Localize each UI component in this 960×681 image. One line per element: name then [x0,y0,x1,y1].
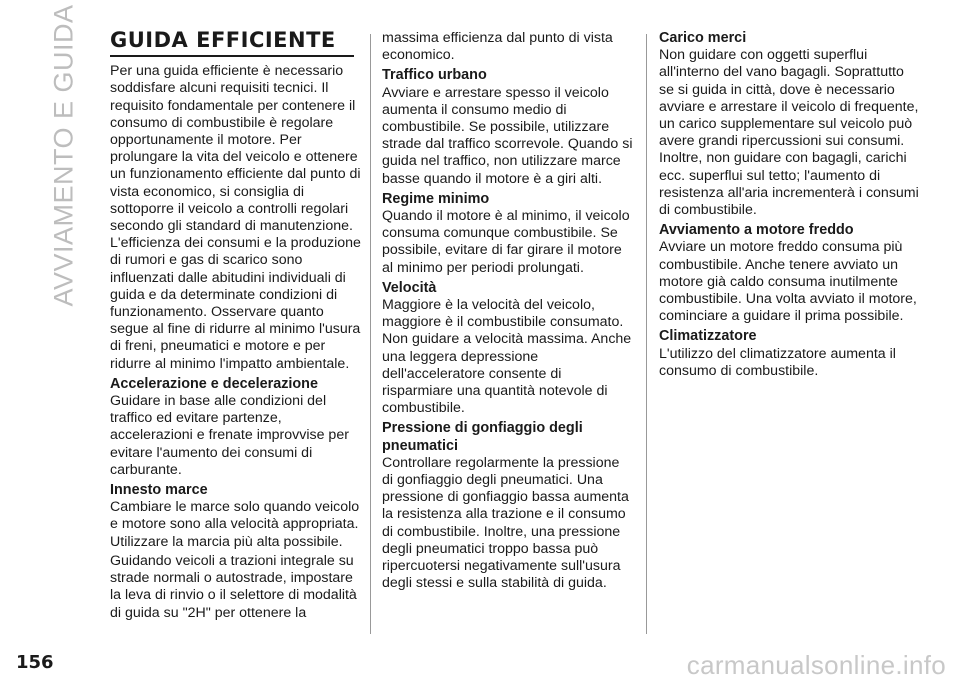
paragraph-gear-shift-2: Guidando veicoli a trazioni integrale su strade normali o autostrade, impostare la leva di rinvio o il selettore di modalità di guida su "2H" per ottenere la [110,552,357,621]
paragraph-urban-traffic: Avviare e arrestare spesso il veicolo aumenta il consumo medio di combustibile. Se possibile, utilizzare strade dal traffico scorrevole. Quando si guida nel traffico, non utilizzare marce basse quando il motore è a giri alti. [382,84,633,187]
chapter-side-tab [44,3,84,307]
paragraph-speed: Maggiore è la velocità del veicolo, maggiore è il combustibile consumato. Non guidare a velocità massima. Anche una leggera depressione dell'acceleratore consente di risparmiare una quantità notevole di combustibile. [382,297,632,417]
column-2 [382,30,634,593]
heading-tyre-pressure: Pressione di gonfiaggio degli pneumatici [382,420,583,454]
paragraph-continued: massima efficienza dal punto di vista economico. [382,30,613,64]
paragraph-air-conditioning: L'utilizzo del climatizzatore aumenta il consumo di combustibile. [659,345,896,379]
section-title: GUIDA EFFICIENTE [110,32,354,57]
chapter-title: AVVIAMENTO E GUIDA [48,3,79,307]
page-number: 156 [16,652,54,673]
paragraph-cargo: Non guidare con oggetti superflui all'interno del vano bagagli. Soprattutto se si guida in città, dove è necessario avviare e arrestare il veicolo di frequente, un carico supplementare sul veicolo può avere grandi ripercussioni sui consumi. Inoltre, non guidare con bagagli, carichi ecc. superflui sul tetto; l'aumento di resistenza all'aria incrementerà i consumi di combustibile. [659,47,919,219]
heading-air-conditioning: Climatizzatore [659,328,757,345]
column-3 [659,30,919,380]
heading-gear-shift: Innesto marce [110,482,208,499]
paragraph-idle: Quando il motore è al minimo, il veicolo consuma comunque combustibile. Se possibile, evitare di far girare il motore al minimo per periodi prolungati. [382,208,630,276]
paragraph-acceleration: Guidare in base alle condizioni del traffico ed evitare partenze, accelerazioni e frenate improvvise per evitare l'aumento dei consumi di carburante. [110,393,349,478]
heading-cargo: Carico merci [659,30,747,46]
column-1 [110,30,362,622]
heading-idle: Regime minimo [382,190,490,207]
column-divider [646,34,647,634]
paragraph-gear-shift-1: Cambiare le marce solo quando veicolo e motore sono alla velocità appropriata. Utilizzare la marcia più alta possibile. [110,499,360,550]
heading-speed: Velocità [382,279,437,296]
heading-acceleration: Accelerazione e decelerazione [110,375,318,392]
paragraph-cold-start: Avviare un motore freddo consuma più combustibile. Anche tenere avviato un motore già caldo consuma inutilmente combustibile. Una volta avviato il motore, cominciare a guidare il prima possibile. [659,239,917,325]
paragraph-tyre-pressure: Controllare regolarmente la pressione di gonfiaggio degli pneumatici. Una pressione di gonfiaggio bassa aumenta la resistenza alla trazione e il consumo di combustibile. Inoltre, una pressione degli pneumatici troppo bassa può ripercuotersi negativamente sull'usura degli stessi e sulla stabilità di guida. [382,454,629,592]
heading-urban-traffic: Traffico urbano [382,67,487,84]
intro-paragraph: Per una guida efficiente è necessario soddisfare alcuni requisiti tecnici. Il requisito fondamentale per contenere il consumo di combustibile è regolare opportunamente il motore. Per prolungare la vita del veicolo e ottenere un funzionamento efficiente dal punto di vista economico, si consiglia di sottoporre il veicolo a controlli regolari secondo gli standard di manutenzione. L'efficienza dei consumi e la produzione di rumori e gas di scarico sono influenzati dalle abitudini individuali di guida e da determinate condizioni di funzionamento. Osservare quanto segue al fine di ridurre al minimo l'usura di freni, pneumatici e motore e per ridurre al minimo l'impatto ambientale. [110,63,361,372]
column-divider [370,34,371,634]
watermark: carmanualsonline.info [686,650,946,680]
heading-cold-start: Avviamento a motore freddo [659,222,854,239]
